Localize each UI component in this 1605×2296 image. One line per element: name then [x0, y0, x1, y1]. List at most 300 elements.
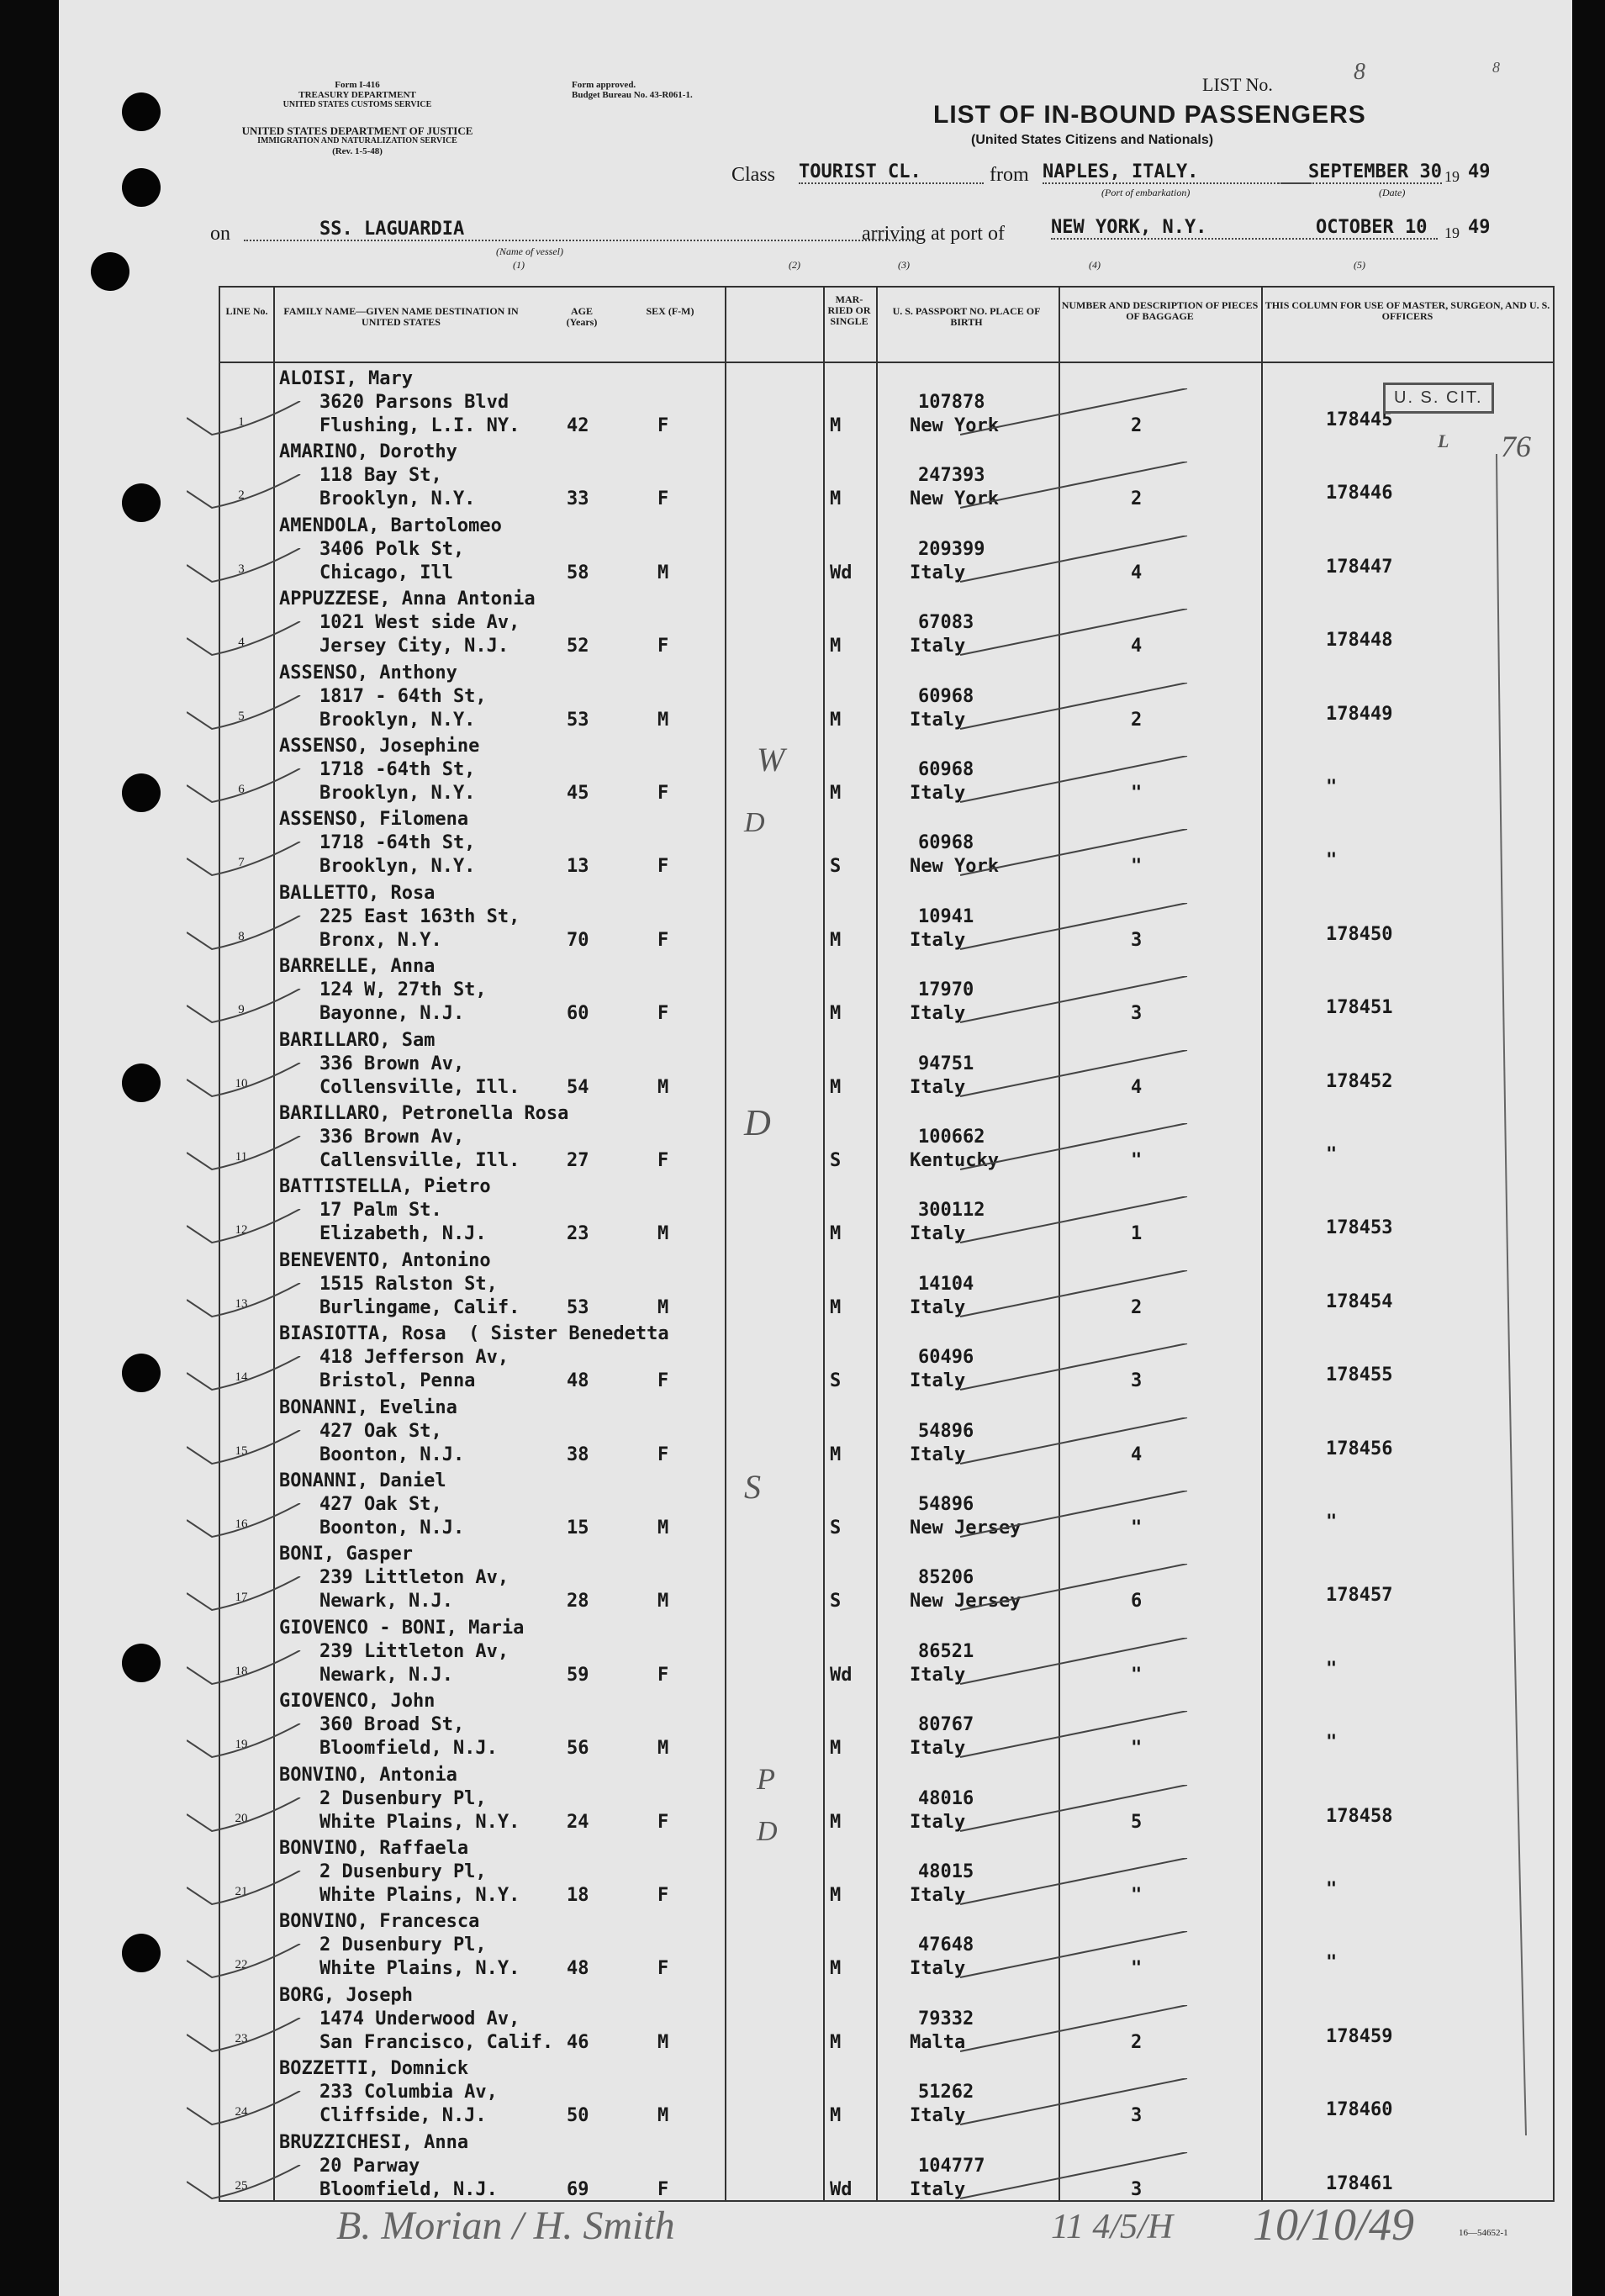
table-row	[220, 1171, 1553, 1245]
age-value: 50	[567, 2105, 589, 2127]
address-street: 1515 Ralston St,	[319, 1273, 498, 1295]
col2-caption: (2)	[789, 259, 800, 271]
page-subtitle: (United States Citizens and Nationals)	[971, 133, 1214, 147]
marital-status: M	[830, 783, 842, 804]
baggage-count: "	[1131, 1664, 1143, 1686]
address-city: White Plains, N.Y.	[319, 1958, 520, 1980]
table-row	[220, 731, 1553, 805]
form-rev: (Rev. 1-5-48)	[332, 146, 383, 156]
class-label: Class	[731, 164, 776, 186]
line-number: 23	[235, 2031, 248, 2045]
line-number: 10	[235, 1076, 248, 1090]
baggage-count: 1	[1131, 1223, 1143, 1245]
dept-name: TREASURY DEPARTMENT	[298, 90, 416, 100]
col1-caption: (1)	[513, 259, 525, 271]
passport-number: 85206	[918, 1567, 974, 1589]
baggage-count: "	[1131, 1517, 1143, 1539]
place-of-birth: New Jersey	[910, 1591, 1022, 1612]
table-row	[220, 657, 1553, 731]
sex-value: M	[657, 1296, 669, 1318]
address-street: 427 Oak St,	[319, 1494, 442, 1515]
us-citizen-stamp: U. S. CIT.	[1383, 383, 1494, 414]
address-city: Bronx, N.Y.	[319, 929, 442, 951]
passenger-name: GIOVENCO - BONI, Maria	[279, 1617, 525, 1639]
address-city: Newark, N.J.	[319, 1664, 453, 1686]
punch-hole	[122, 1934, 161, 1972]
sex-value: M	[657, 2031, 669, 2053]
officer-number: 178447	[1326, 556, 1393, 578]
address-city: Collensville, Ill.	[319, 1076, 520, 1098]
line-number: 9	[238, 1003, 245, 1017]
list-no-label: LIST No.	[1202, 74, 1273, 95]
table-row	[220, 878, 1553, 952]
place-of-birth: Italy	[910, 783, 966, 804]
baggage-count: 5	[1131, 1811, 1143, 1833]
address-street: 1718 -64th St,	[319, 759, 476, 780]
passenger-name: APPUZZESE, Anna Antonia	[279, 589, 536, 610]
footer-code: 16—54652-1	[1459, 2228, 1508, 2238]
address-city: White Plains, N.Y.	[319, 1811, 520, 1833]
age-value: 18	[567, 1885, 589, 1906]
column-divider	[823, 288, 825, 362]
table-row	[220, 951, 1553, 1025]
vessel-caption: (Name of vessel)	[496, 245, 563, 257]
margin-mark-s: S	[744, 1468, 761, 1506]
line-number: 4	[238, 636, 245, 650]
passenger-name: BATTISTELLA, Pietro	[279, 1176, 491, 1198]
age-value: 69	[567, 2178, 589, 2200]
officer-number: 178450	[1326, 923, 1393, 945]
tick-mark	[960, 388, 1212, 439]
marital-status: M	[830, 636, 842, 657]
table-row	[220, 583, 1553, 657]
approval-block	[572, 80, 765, 100]
place-of-birth: Kentucky	[910, 1150, 999, 1171]
tick-mark	[960, 976, 1212, 1027]
sex-value: F	[657, 1150, 669, 1171]
date-year: 49	[1468, 161, 1491, 182]
baggage-count: "	[1131, 1738, 1143, 1760]
address-street: 427 Oak St,	[319, 1420, 442, 1442]
footer-signature: B. Morian / H. Smith	[336, 2204, 675, 2248]
arriving-label: arriving at port of	[862, 223, 1005, 245]
date-year-prefix: 19	[1444, 168, 1460, 185]
marital-status: M	[830, 1003, 842, 1025]
baggage-count: 2	[1131, 415, 1143, 436]
age-value: 15	[567, 1517, 589, 1539]
age-value: 53	[567, 709, 589, 731]
header-married: MAR-RIED OR SINGLE	[827, 293, 871, 327]
line-number: 8	[238, 929, 245, 943]
header-sex: SEX (F-M)	[646, 305, 694, 317]
baggage-count: 3	[1131, 1003, 1143, 1025]
table-row	[220, 510, 1553, 584]
tick-mark	[960, 1638, 1212, 1688]
marital-status: M	[830, 1296, 842, 1318]
passenger-name: BARILLARO, Petronella Rosa	[279, 1103, 569, 1124]
officer-number: 178445	[1326, 409, 1393, 430]
page-title: LIST OF IN-BOUND PASSENGERS	[933, 101, 1366, 129]
place-of-birth: Italy	[910, 636, 966, 657]
officer-number: 178453	[1326, 1217, 1393, 1239]
age-value: 53	[567, 1296, 589, 1318]
address-street: 1021 West side Av,	[319, 612, 520, 634]
officer-number: 178451	[1326, 997, 1393, 1019]
address-street: 2 Dusenbury Pl,	[319, 1861, 487, 1882]
passenger-name: BOZZETTI, Domnick	[279, 2058, 469, 2080]
baggage-count: "	[1131, 783, 1143, 804]
place-of-birth: Italy	[910, 709, 966, 731]
address-city: Bayonne, N.J.	[319, 1003, 465, 1025]
address-street: 1718 -64th St,	[319, 832, 476, 854]
punch-hole	[122, 483, 161, 522]
table-row	[220, 1392, 1553, 1466]
officer-number: 178456	[1326, 1438, 1393, 1459]
sex-value: F	[657, 488, 669, 510]
sex-value: M	[657, 2105, 669, 2127]
tick-mark	[960, 1270, 1212, 1321]
baggage-count: 4	[1131, 1076, 1143, 1098]
class-value: TOURIST CL.	[799, 161, 984, 184]
from-value: NAPLES, ITALY.	[1043, 161, 1312, 184]
address-street: 118 Bay St,	[319, 465, 442, 487]
passport-number: 60968	[918, 832, 974, 854]
address-city: Brooklyn, N.Y.	[319, 488, 476, 510]
line-number: 3	[238, 562, 245, 576]
address-street: 233 Columbia Av,	[319, 2082, 498, 2103]
marital-status: S	[830, 856, 842, 878]
place-of-birth: Italy	[910, 1664, 966, 1686]
sex-value: F	[657, 1003, 669, 1025]
address-street: 239 Littleton Av,	[319, 1640, 509, 1662]
sex-value: F	[657, 1664, 669, 1686]
tick-mark	[960, 2005, 1212, 2056]
line-number: 15	[235, 1444, 248, 1458]
tick-mark	[960, 609, 1212, 659]
passport-number: 60968	[918, 759, 974, 780]
header-passport: U. S. PASSPORT NO. PLACE OF BIRTH	[892, 305, 1041, 328]
line-number: 2	[238, 488, 245, 503]
passport-number: 67083	[918, 612, 974, 634]
sex-value: M	[657, 709, 669, 731]
age-value: 48	[567, 1370, 589, 1392]
officer-number: "	[1326, 1879, 1338, 1900]
tick-mark	[960, 903, 1212, 953]
age-value: 56	[567, 1738, 589, 1760]
marital-status: Wd	[830, 1664, 853, 1686]
from-label: from	[990, 164, 1029, 186]
place-of-birth: Italy	[910, 1003, 966, 1025]
passport-number: 104777	[918, 2155, 985, 2177]
tick-mark	[960, 1050, 1212, 1100]
passport-number: 209399	[918, 538, 985, 560]
arrival-date: OCTOBER 10	[1316, 217, 1428, 238]
header-age: AGE (Years)	[566, 305, 598, 328]
age-value: 13	[567, 856, 589, 878]
passport-number: 247393	[918, 465, 985, 487]
corner-mark: 8	[1492, 59, 1500, 76]
passenger-name: BRUZZICHESI, Anna	[279, 2131, 469, 2153]
line-number: 12	[235, 1223, 248, 1238]
line-number: 17	[235, 1591, 248, 1605]
sex-value: F	[657, 1811, 669, 1833]
passport-number: 300112	[918, 1200, 985, 1222]
tick-mark	[960, 756, 1212, 806]
baggage-count: 3	[1131, 929, 1143, 951]
address-street: 360 Broad St,	[319, 1714, 465, 1736]
address-street: 225 East 163th St,	[319, 905, 520, 927]
age-value: 46	[567, 2031, 589, 2053]
place-of-birth: Italy	[910, 562, 966, 583]
on-label: on	[210, 223, 230, 245]
tick-mark	[960, 1491, 1212, 1541]
passport-number: 94751	[918, 1053, 974, 1074]
baggage-count: 2	[1131, 1296, 1143, 1318]
marital-status: S	[830, 1370, 842, 1392]
passenger-name: AMARINO, Dorothy	[279, 441, 457, 463]
line-number: 18	[235, 1664, 248, 1678]
tick-mark	[960, 1931, 1212, 1982]
place-of-birth: Italy	[910, 1811, 966, 1833]
baggage-count: 4	[1131, 1444, 1143, 1465]
tick-mark	[960, 1196, 1212, 1247]
table-row	[220, 2053, 1553, 2127]
address-street: 17 Palm St.	[319, 1200, 442, 1222]
punch-hole	[91, 252, 129, 291]
age-value: 59	[567, 1664, 589, 1686]
sex-value: M	[657, 1223, 669, 1245]
table-row	[220, 1906, 1553, 1980]
tick-mark	[960, 829, 1212, 879]
marital-status: Wd	[830, 562, 853, 583]
footer-initials: 11 4/5/H	[1051, 2208, 1174, 2246]
sex-value: F	[657, 856, 669, 878]
passenger-name: ASSENSO, Anthony	[279, 662, 457, 684]
col3-caption: (3)	[898, 259, 910, 271]
tick-mark	[960, 683, 1212, 733]
age-value: 54	[567, 1076, 589, 1098]
passenger-name: BENEVENTO, Antonino	[279, 1249, 491, 1271]
sex-value: F	[657, 929, 669, 951]
place-of-birth: Italy	[910, 1885, 966, 1906]
place-of-birth: Malta	[910, 2031, 966, 2053]
line-number: 22	[235, 1958, 248, 1972]
address-city: Brooklyn, N.Y.	[319, 709, 476, 731]
vessel-name: SS. LAGUARDIA	[244, 219, 916, 241]
passenger-name: BONANNI, Evelina	[279, 1396, 457, 1418]
address-street: 2 Dusenbury Pl,	[319, 1787, 487, 1809]
address-street: 1474 Underwood Av,	[319, 2008, 520, 2029]
officer-number: 178458	[1326, 1805, 1393, 1827]
officer-number: 178446	[1326, 483, 1393, 504]
marital-status: M	[830, 1811, 842, 1833]
form-agency-block	[244, 80, 471, 110]
sex-value: F	[657, 1444, 669, 1465]
address-city: San Francisco, Calif.	[319, 2031, 554, 2053]
place-of-birth: Italy	[910, 1370, 966, 1392]
marital-status: M	[830, 709, 842, 731]
officer-number: 178448	[1326, 630, 1393, 652]
marital-status: Wd	[830, 2178, 853, 2200]
passenger-name: BORG, Joseph	[279, 1984, 413, 2006]
customs-name: UNITED STATES CUSTOMS SERVICE	[282, 100, 432, 109]
address-city: Boonton, N.J.	[319, 1444, 465, 1465]
baggage-count: 3	[1131, 2178, 1143, 2200]
marital-status: M	[830, 2105, 842, 2127]
punch-hole	[122, 1644, 161, 1682]
marital-status: M	[830, 1076, 842, 1098]
ins-name: IMMIGRATION AND NATURALIZATION SERVICE	[257, 136, 457, 145]
sex-value: F	[657, 2178, 669, 2200]
sex-value: F	[657, 783, 669, 804]
address-city: Chicago, Ill	[319, 562, 453, 583]
line-number: 25	[235, 2178, 248, 2193]
tick-mark	[960, 1564, 1212, 1614]
age-value: 24	[567, 1811, 589, 1833]
address-city: Brooklyn, N.Y.	[319, 783, 476, 804]
passport-number: 86521	[918, 1640, 974, 1662]
punch-hole	[122, 773, 161, 812]
table-row	[220, 1318, 1553, 1392]
place-of-birth: Italy	[910, 2178, 966, 2200]
address-city: Bristol, Penna	[319, 1370, 476, 1392]
sex-value: F	[657, 1370, 669, 1392]
arrival-year: 49	[1468, 217, 1491, 238]
header-name: FAMILY NAME—GIVEN NAME DESTINATION IN UNITED STATES	[283, 305, 519, 328]
punch-hole	[122, 168, 161, 207]
passenger-name: BONVINO, Antonia	[279, 1764, 457, 1786]
line-number: 1	[238, 415, 245, 429]
passport-number: 107878	[918, 392, 985, 413]
date-caption: (Date)	[1379, 187, 1406, 198]
address-street: 336 Brown Av,	[319, 1127, 465, 1148]
passenger-name: BARILLARO, Sam	[279, 1029, 436, 1051]
table-row	[220, 1245, 1553, 1319]
table-row	[220, 1539, 1553, 1612]
sex-value: F	[657, 1958, 669, 1980]
marital-status: M	[830, 488, 842, 510]
passport-number: 54896	[918, 1420, 974, 1442]
place-of-birth: Italy	[910, 1076, 966, 1098]
baggage-count: 2	[1131, 488, 1143, 510]
address-street: 3406 Polk St,	[319, 538, 465, 560]
baggage-count: 3	[1131, 2105, 1143, 2127]
tick-mark	[960, 536, 1212, 586]
sex-value: M	[657, 1591, 669, 1612]
address-city: Bloomfield, N.J.	[319, 1738, 498, 1760]
passenger-name: BONI, Gasper	[279, 1544, 413, 1565]
line-number: 20	[235, 1811, 248, 1825]
document-page	[59, 0, 1572, 2296]
place-of-birth: Italy	[910, 1223, 966, 1245]
sex-value: M	[657, 562, 669, 583]
form-number: Form I-416	[335, 80, 380, 90]
marital-status: S	[830, 1150, 842, 1171]
tick-mark	[960, 1711, 1212, 1761]
place-of-birth: Italy	[910, 1738, 966, 1760]
baggage-count: "	[1131, 1885, 1143, 1906]
punch-hole	[122, 1354, 161, 1392]
line-number: 7	[238, 856, 245, 870]
punch-hole	[122, 92, 161, 131]
margin-mark-d: D	[744, 807, 765, 838]
age-value: 48	[567, 1958, 589, 1980]
passenger-name: AMENDOLA, Bartolomeo	[279, 515, 502, 536]
table-row	[220, 1612, 1553, 1686]
line-number: 21	[235, 1885, 248, 1898]
tick-mark	[960, 1785, 1212, 1835]
marital-status: M	[830, 1223, 842, 1245]
age-value: 27	[567, 1150, 589, 1171]
sex-value: F	[657, 415, 669, 436]
place-of-birth: Italy	[910, 1958, 966, 1980]
sex-value: M	[657, 1738, 669, 1760]
address-city: Callensville, Ill.	[319, 1150, 520, 1171]
age-value: 60	[567, 1003, 589, 1025]
officer-number: "	[1326, 1952, 1338, 1974]
baggage-count: 4	[1131, 562, 1143, 583]
address-city: Jersey City, N.J.	[319, 636, 509, 657]
address-city: Cliffside, N.J.	[319, 2105, 487, 2127]
address-street: 336 Brown Av,	[319, 1053, 465, 1074]
marital-status: M	[830, 415, 842, 436]
justice-name: UNITED STATES DEPARTMENT OF JUSTICE	[241, 124, 473, 137]
baggage-count: "	[1131, 1958, 1143, 1980]
address-city: Brooklyn, N.Y.	[319, 856, 476, 878]
check-mark	[187, 2165, 304, 2207]
officer-number: 178460	[1326, 2099, 1393, 2121]
baggage-count: 6	[1131, 1591, 1143, 1612]
tick-mark	[960, 462, 1212, 512]
pencil-line	[1488, 454, 1539, 2144]
place-of-birth: New York	[910, 415, 999, 436]
form-approved: Form approved.	[572, 80, 636, 90]
place-of-birth: Italy	[910, 1296, 966, 1318]
header-officers: THIS COLUMN FOR USE OF MASTER, SURGEON, AND U. S. OFFICERS	[1264, 299, 1550, 322]
address-city: Flushing, L.I. NY.	[319, 415, 520, 436]
tick-mark	[960, 1343, 1212, 1394]
age-value: 33	[567, 488, 589, 510]
passenger-name: BALLETTO, Rosa	[279, 882, 436, 904]
margin-mark-d: D	[744, 1102, 771, 1143]
passenger-name: BONANNI, Daniel	[279, 1470, 446, 1491]
marital-status: M	[830, 929, 842, 951]
table-row	[220, 1025, 1553, 1099]
footer-date: 10/10/49	[1253, 2199, 1415, 2250]
address-city: Boonton, N.J.	[319, 1517, 465, 1539]
line-number: 11	[235, 1150, 248, 1164]
passport-number: 51262	[918, 2082, 974, 2103]
sex-value: F	[657, 636, 669, 657]
table-row	[220, 1833, 1553, 1907]
passport-number: 60968	[918, 685, 974, 707]
age-value: 42	[567, 415, 589, 436]
sex-value: M	[657, 1076, 669, 1098]
address-city: White Plains, N.Y.	[319, 1885, 520, 1906]
passenger-name: ASSENSO, Filomena	[279, 809, 469, 831]
baggage-count: 2	[1131, 709, 1143, 731]
table-row	[220, 363, 1553, 437]
officer-number: "	[1326, 1144, 1338, 1165]
address-street: 239 Littleton Av,	[319, 1567, 509, 1589]
address-street: 124 W, 27th St,	[319, 979, 487, 1001]
passport-number: 48015	[918, 1861, 974, 1882]
tick-mark	[960, 1123, 1212, 1174]
address-city: Elizabeth, N.J.	[319, 1223, 487, 1245]
passport-number: 14104	[918, 1273, 974, 1295]
header-line-no: LINE No.	[225, 305, 268, 317]
budget-bureau: Budget Bureau No. 43-R061-1.	[572, 90, 693, 100]
